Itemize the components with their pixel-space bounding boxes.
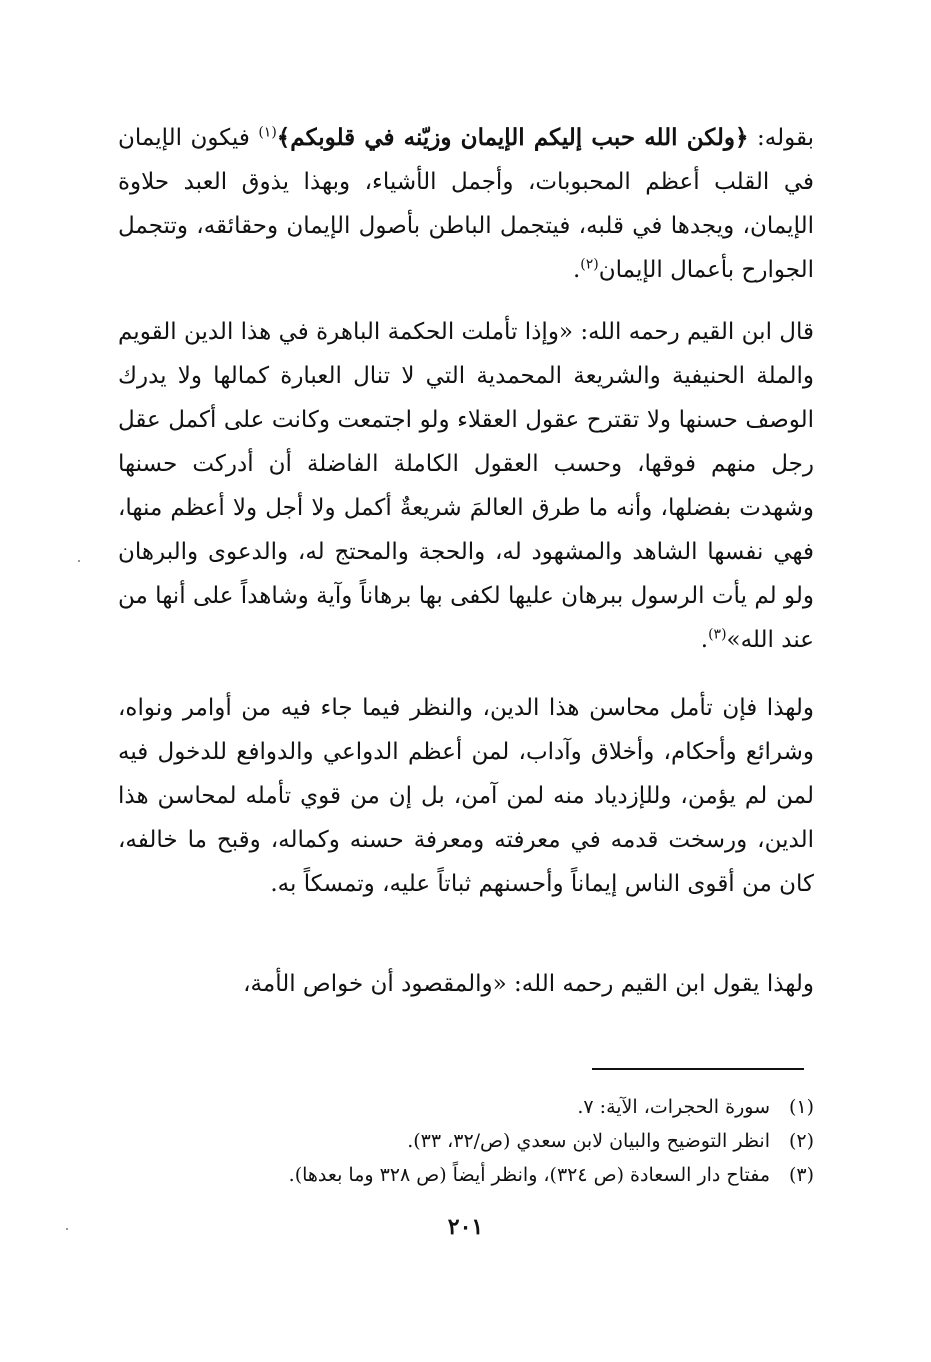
footnote-3-text: مفتاح دار السعادة (ص ٣٢٤)، وانظر أيضاً (ص ٣٢٨ وما بعدها). xyxy=(288,1164,770,1186)
footnote-ref-2[interactable]: (٢) xyxy=(580,256,599,273)
page-number: ٢٠١ xyxy=(447,1214,484,1240)
footnote-separator xyxy=(592,1068,804,1070)
footnote-ref-1[interactable]: (١) xyxy=(258,124,277,141)
paragraph-1 xyxy=(118,116,814,292)
paragraph-2-end: . xyxy=(700,627,709,653)
quran-verse: ﴿ولكن الله حبب إليكم الإيمان وزيّنه في قلوبكم﴾ xyxy=(276,124,749,151)
paragraph-1-lead: بقوله: xyxy=(748,125,814,151)
paragraph-2 xyxy=(118,310,852,662)
paragraph-3 xyxy=(118,686,852,906)
footnote-2 xyxy=(118,1124,814,1158)
footnote-2-text: انظر التوضيح والبيان لابن سعدي (ص/٣٢، ٣٣). xyxy=(407,1130,770,1152)
paragraph-4-body: ولهذا يقول ابن القيم رحمه الله: «والمقصود أن خواص الأمة، xyxy=(243,971,814,997)
footnote-2-number: (٢) xyxy=(788,1130,814,1152)
footnote-3-number: (٣) xyxy=(788,1164,814,1186)
paragraph-2-body: قال ابن القيم رحمه الله: «وإذا تأملت الحكمة الباهرة في هذا الدين القويم والملة الحنيفية والشريعة المحمدية التي لا تنال العبارة كمالها ولا يدرك الوصف حسنها ولا تقترح عقول العقلاء ولو اجتمعت وكانت على أكمل عقل رجل منهم فوقها، وحسب العقول الكاملة الفاضلة أن أدركت حسنها وشهدت بفضلها، وأنه ما طرق العالمَ شريعةٌ أكمل ولا أجل ولا أعظم منها، فهي نفسها الشاهد والمشهود له، والحجة والمحتج له، والدعوى والبرهان ولو لم يأت الرسول ببرهان عليها لكفى بها برهاناً وآية وشاهداً على أنها من عند الله» xyxy=(118,319,814,653)
scan-speck xyxy=(66,1228,68,1230)
footnote-ref-3[interactable]: (٣) xyxy=(708,626,727,643)
footnote-1 xyxy=(118,1090,814,1124)
footnote-1-number: (١) xyxy=(788,1096,814,1118)
footnote-3 xyxy=(118,1158,814,1192)
paragraph-1-body: فيكون الإيمان في القلب أعظم المحبوبات، وأجمل الأشياء، وبهذا يذوق العبد حلاوة الإيمان، ويجدها في قلبه، فيتجمل الباطن بأصول الإيمان وحقائقه، وتتجمل الجوارح بأعمال الإيمان xyxy=(118,125,814,283)
paragraph-4 xyxy=(118,962,852,1006)
footnote-1-text: سورة الحجرات، الآية: ٧. xyxy=(577,1096,770,1118)
paragraph-1-end: . xyxy=(572,257,581,283)
scan-speck xyxy=(78,560,80,562)
footnotes-section xyxy=(118,1090,814,1192)
paragraph-3-body: ولهذا فإن تأمل محاسن هذا الدين، والنظر فيما جاء فيه من أوامر ونواه، وشرائع وأحكام، وأخلاق وآداب، لمن أعظم الدواعي والدوافع للدخول فيه لمن لم يؤمن، وللإزدياد منه لمن آمن، بل إن من قوي تأمله لمحاسن هذا الدين، ورسخت قدمه في معرفته ومعرفة حسنه وكماله، وقبح ما خالفه، كان من أقوى الناس إيماناً وأحسنهم ثباتاً عليه، وتمسكاً به. xyxy=(118,695,814,897)
